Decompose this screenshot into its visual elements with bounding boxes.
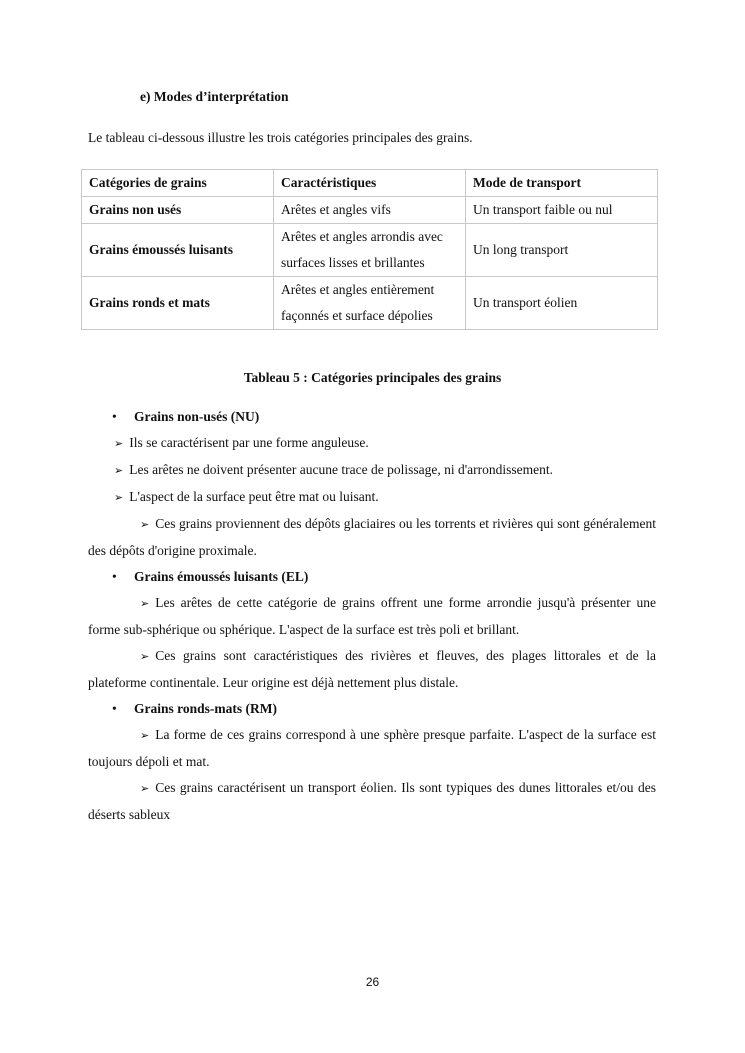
table-header-row bbox=[82, 170, 658, 197]
table-cell-characteristics: Arêtes et angles arrondis avec surfaces lisses et brillantes bbox=[274, 224, 466, 277]
list-item-text: Ces grains caractérisent un transport éolien. Ils sont typiques des dunes littorales et/ou des déserts sableux bbox=[88, 780, 656, 822]
table-cell-category: Grains émoussés luisants bbox=[82, 224, 274, 277]
table-cell-category: Grains non usés bbox=[82, 197, 274, 224]
list-item bbox=[88, 722, 656, 775]
list-item bbox=[88, 643, 656, 696]
section-title-rm bbox=[88, 696, 656, 722]
table-cell-transport: Un long transport bbox=[466, 224, 658, 277]
arrow-bullet-icon: ➢ bbox=[140, 518, 150, 531]
table-cell-transport: Un transport éolien bbox=[466, 277, 658, 330]
section-title-nu bbox=[88, 404, 656, 430]
table-cell-transport: Un transport faible ou nul bbox=[466, 197, 658, 224]
section-title-el bbox=[88, 564, 656, 590]
arrow-bullet-icon: ➢ bbox=[140, 597, 150, 610]
bullet-icon: • bbox=[112, 569, 117, 584]
list-item-text: Les arêtes de cette catégorie de grains offrent une forme arrondie jusqu'à présenter une forme sub-sphérique ou sphérique. L'aspect de la surface est très poli et brillant. bbox=[88, 595, 656, 637]
section-title-text: Grains non-usés (NU) bbox=[134, 409, 260, 424]
bullet-icon: • bbox=[112, 409, 117, 424]
arrow-bullet-icon: ➢ bbox=[114, 491, 124, 504]
table-header-cell: Mode de transport bbox=[466, 170, 658, 197]
table-row bbox=[82, 197, 658, 224]
table-cell-characteristics: Arêtes et angles entièrement façonnés et surface dépolies bbox=[274, 277, 466, 330]
table-caption: Tableau 5 : Catégories principales des grains bbox=[243, 370, 502, 385]
arrow-bullet-icon: ➢ bbox=[140, 729, 150, 742]
page-number: 26 bbox=[365, 975, 380, 989]
list-item-text: Ces grains sont caractéristiques des rivières et fleuves, des plages littorales et de la plateforme continentale. Leur origine est déjà nettement plus distale. bbox=[88, 648, 656, 690]
intro-paragraph: Le tableau ci-dessous illustre les trois catégories principales des grains. bbox=[88, 130, 473, 145]
arrow-bullet-icon: ➢ bbox=[114, 437, 124, 450]
table-cell-category: Grains ronds et mats bbox=[82, 277, 274, 330]
table-header-cell: Catégories de grains bbox=[82, 170, 274, 197]
list-item bbox=[88, 511, 656, 564]
list-item bbox=[88, 457, 656, 484]
section-title-text: Grains émoussés luisants (EL) bbox=[134, 569, 309, 584]
arrow-bullet-icon: ➢ bbox=[114, 464, 124, 477]
list-item-text: Les arêtes ne doivent présenter aucune trace de polissage, ni d'arrondissement. bbox=[129, 462, 553, 477]
table-header-cell: Caractéristiques bbox=[274, 170, 466, 197]
list-item bbox=[88, 484, 656, 511]
list-item bbox=[88, 430, 656, 457]
arrow-bullet-icon: ➢ bbox=[140, 650, 150, 663]
table-row bbox=[82, 224, 658, 277]
bullet-icon: • bbox=[112, 701, 117, 716]
table-cell-characteristics: Arêtes et angles vifs bbox=[274, 197, 466, 224]
list-item bbox=[88, 775, 656, 828]
list-item-text: Ces grains proviennent des dépôts glaciaires ou les torrents et rivières qui sont généralement des dépôts d'origine proximale. bbox=[88, 516, 656, 558]
body-content bbox=[88, 404, 656, 828]
list-item-text: Ils se caractérisent par une forme anguleuse. bbox=[129, 435, 369, 450]
arrow-bullet-icon: ➢ bbox=[140, 782, 150, 795]
table-row bbox=[82, 277, 658, 330]
list-item-text: L'aspect de la surface peut être mat ou luisant. bbox=[129, 489, 379, 504]
list-item bbox=[88, 590, 656, 643]
list-item-text: La forme de ces grains correspond à une sphère presque parfaite. L'aspect de la surface est toujours dépoli et mat. bbox=[88, 727, 656, 769]
grain-categories-table bbox=[81, 169, 658, 330]
section-heading: e) Modes d’interprétation bbox=[140, 89, 289, 104]
section-title-text: Grains ronds-mats (RM) bbox=[134, 701, 277, 716]
